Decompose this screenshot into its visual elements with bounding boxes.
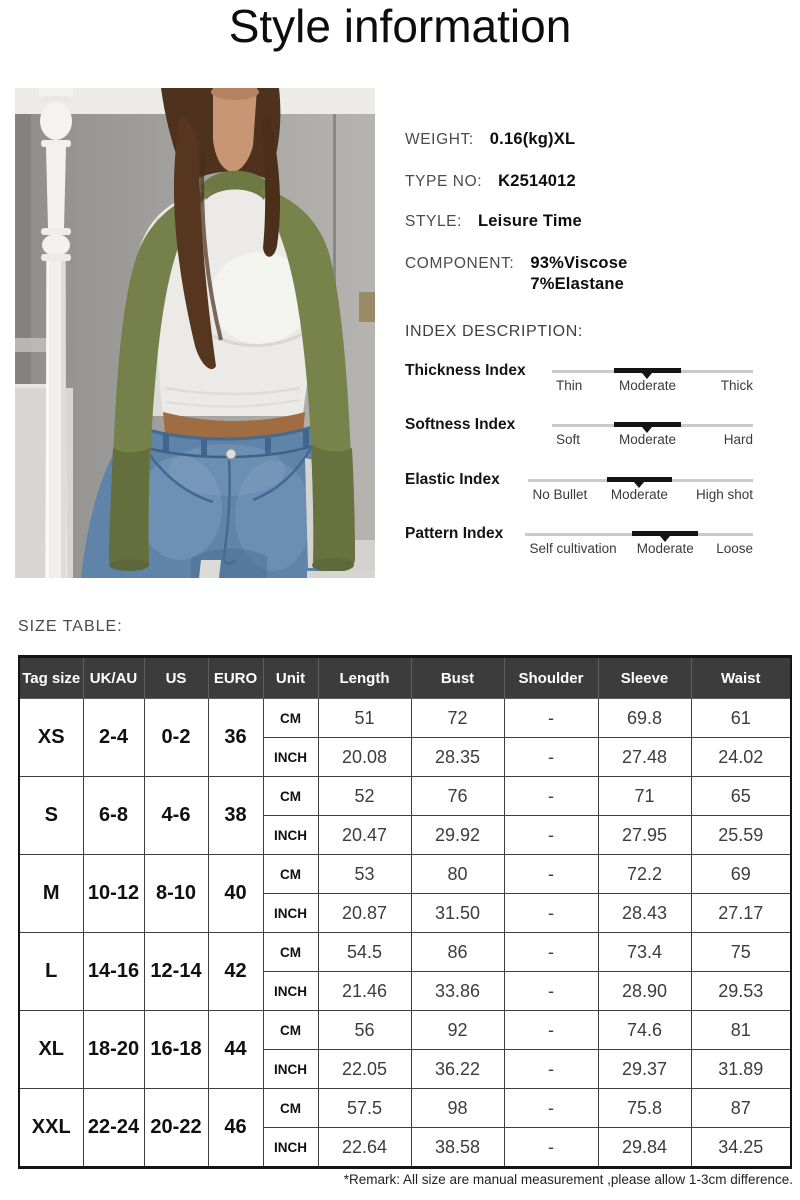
size-row-m-cm	[19, 855, 791, 894]
unit-cell: INCH	[263, 816, 318, 855]
cm-value-waist: 61	[691, 699, 791, 738]
slider-label-left: Thin	[556, 378, 583, 393]
cm-value-bust: 80	[411, 855, 504, 894]
inch-value-shoulder: -	[504, 816, 598, 855]
cm-value-length: 54.5	[318, 933, 411, 972]
index-row	[405, 362, 797, 406]
cm-value-sleeve: 69.8	[598, 699, 691, 738]
cm-value-waist: 69	[691, 855, 791, 894]
type-no-label: TYPE NO:	[405, 173, 483, 190]
us-cell: 16-18	[144, 1011, 208, 1089]
size-table-label: SIZE TABLE:	[18, 618, 123, 635]
inch-value-waist: 25.59	[691, 816, 791, 855]
inch-value-bust: 29.92	[411, 816, 504, 855]
cm-value-sleeve: 73.4	[598, 933, 691, 972]
cm-value-sleeve: 72.2	[598, 855, 691, 894]
size-row-xxl-cm	[19, 1089, 791, 1128]
weight-value: 0.16(kg)XL	[489, 130, 576, 148]
index-slider	[552, 362, 753, 402]
inch-value-sleeve: 28.43	[598, 894, 691, 933]
slider-label-right: Thick	[720, 378, 753, 393]
index-slider	[528, 471, 753, 511]
euro-cell: 40	[208, 855, 263, 933]
cm-value-shoulder: -	[504, 699, 598, 738]
inch-value-length: 20.47	[318, 816, 411, 855]
unit-cell: INCH	[263, 972, 318, 1011]
unit-cell: CM	[263, 1011, 318, 1050]
cm-value-bust: 92	[411, 1011, 504, 1050]
slider-label-center: Moderate	[618, 378, 676, 393]
col-header-sleeve: Sleeve	[598, 657, 691, 699]
footer-remark: *Remark: All size are manual measurement ,please allow 1-3cm difference.	[343, 1172, 793, 1187]
inch-value-shoulder: -	[504, 738, 598, 777]
index-name: Softness Index	[405, 416, 516, 433]
us-cell: 0-2	[144, 699, 208, 777]
us-cell: 20-22	[144, 1089, 208, 1168]
unit-cell: INCH	[263, 1128, 318, 1168]
size-tag-cell: S	[19, 777, 83, 855]
index-slider	[525, 525, 753, 565]
inch-value-bust: 33.86	[411, 972, 504, 1011]
unit-cell: INCH	[263, 894, 318, 933]
size-tag-cell: L	[19, 933, 83, 1011]
inch-value-waist: 24.02	[691, 738, 791, 777]
cm-value-length: 56	[318, 1011, 411, 1050]
inch-value-waist: 31.89	[691, 1050, 791, 1089]
unit-cell: INCH	[263, 738, 318, 777]
cm-value-length: 57.5	[318, 1089, 411, 1128]
index-row	[405, 416, 797, 460]
uk-au-cell: 2-4	[83, 699, 144, 777]
col-header-waist: Waist	[691, 657, 791, 699]
size-row-l-cm	[19, 933, 791, 972]
inch-value-length: 21.46	[318, 972, 411, 1011]
uk-au-cell: 18-20	[83, 1011, 144, 1089]
unit-cell: CM	[263, 1089, 318, 1128]
uk-au-cell: 10-12	[83, 855, 144, 933]
inch-value-bust: 31.50	[411, 894, 504, 933]
uk-au-cell: 22-24	[83, 1089, 144, 1168]
index-rows	[405, 120, 797, 590]
index-description-heading: INDEX DESCRIPTION:	[405, 323, 583, 340]
index-name: Thickness Index	[405, 362, 526, 379]
euro-cell: 38	[208, 777, 263, 855]
inch-value-sleeve: 29.84	[598, 1128, 691, 1168]
slider-label-center: Moderate	[636, 541, 694, 556]
slider-label-right: High shot	[695, 487, 753, 502]
cm-value-sleeve: 71	[598, 777, 691, 816]
col-header-bust: Bust	[411, 657, 504, 699]
size-table	[18, 655, 792, 1169]
style-value: Leisure Time	[478, 212, 582, 230]
inch-value-length: 22.05	[318, 1050, 411, 1089]
col-header-shoulder: Shoulder	[504, 657, 598, 699]
us-cell: 8-10	[144, 855, 208, 933]
slider-label-center: Moderate	[618, 432, 676, 447]
inch-value-shoulder: -	[504, 1050, 598, 1089]
inch-value-sleeve: 29.37	[598, 1050, 691, 1089]
inch-value-sleeve: 28.90	[598, 972, 691, 1011]
unit-cell: INCH	[263, 1050, 318, 1089]
slider-active-segment	[632, 531, 698, 536]
size-tag-cell: XXL	[19, 1089, 83, 1168]
cm-value-sleeve: 74.6	[598, 1011, 691, 1050]
size-table-wrap	[18, 655, 792, 1169]
inch-value-shoulder: -	[504, 894, 598, 933]
component-value-line2: 7%Elastane	[530, 275, 625, 293]
inch-value-length: 20.08	[318, 738, 411, 777]
unit-cell: CM	[263, 855, 318, 894]
col-header-uk-au: UK/AU	[83, 657, 144, 699]
cm-value-length: 51	[318, 699, 411, 738]
unit-cell: CM	[263, 699, 318, 738]
inch-value-length: 22.64	[318, 1128, 411, 1168]
slider-label-left: No Bullet	[532, 487, 588, 502]
index-slider	[552, 416, 753, 456]
cm-value-shoulder: -	[504, 933, 598, 972]
inch-value-bust: 28.35	[411, 738, 504, 777]
size-tag-cell: XL	[19, 1011, 83, 1089]
col-header-unit: Unit	[263, 657, 318, 699]
index-name: Elastic Index	[405, 471, 500, 488]
slider-active-segment	[614, 422, 680, 427]
slider-label-left: Self cultivation	[529, 541, 617, 556]
cm-value-bust: 76	[411, 777, 504, 816]
cm-value-waist: 75	[691, 933, 791, 972]
col-header-us: US	[144, 657, 208, 699]
cm-value-sleeve: 75.8	[598, 1089, 691, 1128]
component-label: COMPONENT:	[405, 255, 515, 272]
euro-cell: 36	[208, 699, 263, 777]
inch-value-bust: 38.58	[411, 1128, 504, 1168]
cm-value-shoulder: -	[504, 855, 598, 894]
product-photo-illustration	[15, 88, 375, 578]
page-title: Style information	[228, 0, 572, 52]
col-header-tag-size: Tag size	[19, 657, 83, 699]
inch-value-shoulder: -	[504, 972, 598, 1011]
cm-value-shoulder: -	[504, 1089, 598, 1128]
col-header-length: Length	[318, 657, 411, 699]
component-value-line1: 93%Viscose	[530, 254, 628, 272]
product-photo	[15, 88, 375, 578]
index-row	[405, 471, 797, 515]
euro-cell: 44	[208, 1011, 263, 1089]
inch-value-waist: 29.53	[691, 972, 791, 1011]
slider-label-center: Moderate	[610, 487, 668, 502]
cm-value-shoulder: -	[504, 1011, 598, 1050]
slider-label-right: Loose	[716, 541, 753, 556]
size-row-xl-cm	[19, 1011, 791, 1050]
cm-value-length: 53	[318, 855, 411, 894]
type-no-value: K2514012	[498, 172, 576, 190]
size-row-s-cm	[19, 777, 791, 816]
inch-value-sleeve: 27.95	[598, 816, 691, 855]
unit-cell: CM	[263, 777, 318, 816]
inch-value-waist: 27.17	[691, 894, 791, 933]
uk-au-cell: 14-16	[83, 933, 144, 1011]
index-name: Pattern Index	[405, 525, 504, 542]
slider-label-right: Hard	[723, 432, 753, 447]
col-header-euro: EURO	[208, 657, 263, 699]
euro-cell: 46	[208, 1089, 263, 1168]
cm-value-waist: 81	[691, 1011, 791, 1050]
unit-cell: CM	[263, 933, 318, 972]
us-cell: 4-6	[144, 777, 208, 855]
size-tag-cell: XS	[19, 699, 83, 777]
inch-value-sleeve: 27.48	[598, 738, 691, 777]
inch-value-length: 20.87	[318, 894, 411, 933]
cm-value-bust: 86	[411, 933, 504, 972]
slider-active-segment	[607, 477, 672, 482]
weight-label: WEIGHT:	[405, 131, 474, 148]
index-row	[405, 525, 797, 569]
style-label: STYLE:	[405, 213, 463, 230]
cm-value-waist: 87	[691, 1089, 791, 1128]
size-table-header-row	[19, 657, 791, 699]
cm-value-waist: 65	[691, 777, 791, 816]
cm-value-shoulder: -	[504, 777, 598, 816]
uk-au-cell: 6-8	[83, 777, 144, 855]
inch-value-shoulder: -	[504, 1128, 598, 1168]
us-cell: 12-14	[144, 933, 208, 1011]
cm-value-bust: 72	[411, 699, 504, 738]
slider-active-segment	[614, 368, 680, 373]
details-panel	[405, 120, 797, 590]
euro-cell: 42	[208, 933, 263, 1011]
inch-value-waist: 34.25	[691, 1128, 791, 1168]
cm-value-bust: 98	[411, 1089, 504, 1128]
size-tag-cell: M	[19, 855, 83, 933]
cm-value-length: 52	[318, 777, 411, 816]
slider-label-left: Soft	[556, 432, 581, 447]
size-row-xs-cm	[19, 699, 791, 738]
inch-value-bust: 36.22	[411, 1050, 504, 1089]
